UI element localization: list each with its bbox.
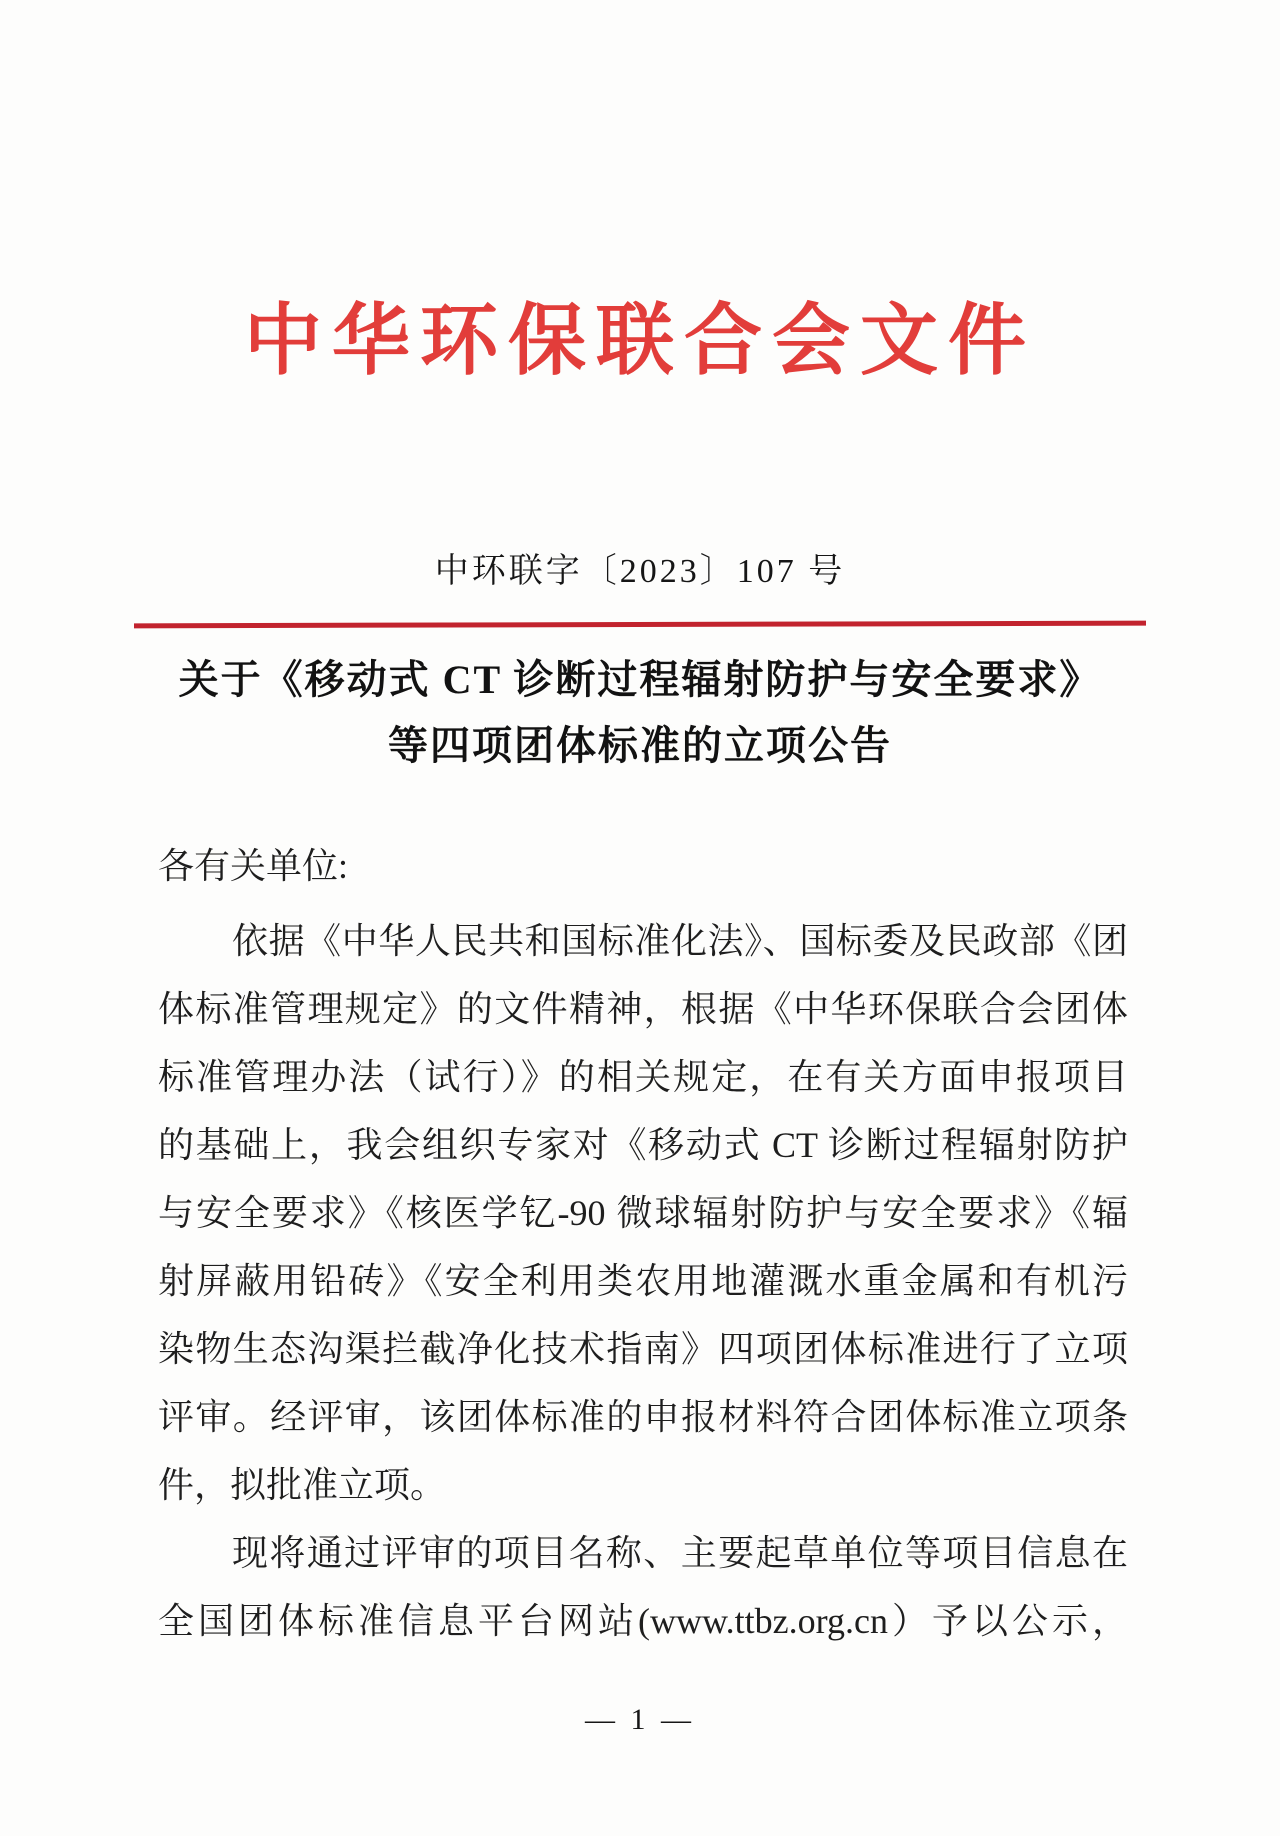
body-line: 标准管理办法（试行）》的相关规定，在有关方面申报项目 (158, 1057, 1128, 1097)
body-line: 与安全要求》《核医学钇-90 微球辐射防护与安全要求》《辐 (158, 1193, 1128, 1233)
document-title-line-1: 关于《移动式 CT 诊断过程辐射防护与安全要求》 (178, 657, 1102, 702)
salutation: 各有关单位: (158, 846, 349, 886)
body-line: 件，拟批准立项。 (158, 1465, 447, 1505)
body-line: 的基础上，我会组织专家对《移动式 CT 诊断过程辐射防护 (158, 1125, 1128, 1165)
red-divider-rule (134, 621, 1146, 629)
agency-letterhead-title: 中华环保联合会文件 (243, 296, 1036, 384)
body-line: 全国团体标准信息平台网站(www.ttbz.org.cn）予以公示， (158, 1601, 1128, 1641)
body-line: 体标准管理规定》的文件精神，根据《中华环保联合会团体 (158, 989, 1128, 1029)
document-number: 中环联字〔2023〕107 号 (434, 553, 846, 590)
page-number: — 1 — (585, 1703, 695, 1736)
body-line: 现将通过评审的项目名称、主要起草单位等项目信息在 (232, 1533, 1128, 1573)
body-line: 射屏蔽用铅砖》《安全利用类农用地灌溉水重金属和有机污 (158, 1261, 1128, 1301)
document-title-line-2: 等四项团体标准的立项公告 (388, 723, 892, 768)
body-line: 评审。经评审，该团体标准的申报材料符合团体标准立项条 (158, 1397, 1128, 1437)
body-line: 染物生态沟渠拦截净化技术指南》四项团体标准进行了立项 (158, 1329, 1128, 1369)
body-line: 依据《中华人民共和国标准化法》、国标委及民政部《团 (232, 921, 1128, 961)
